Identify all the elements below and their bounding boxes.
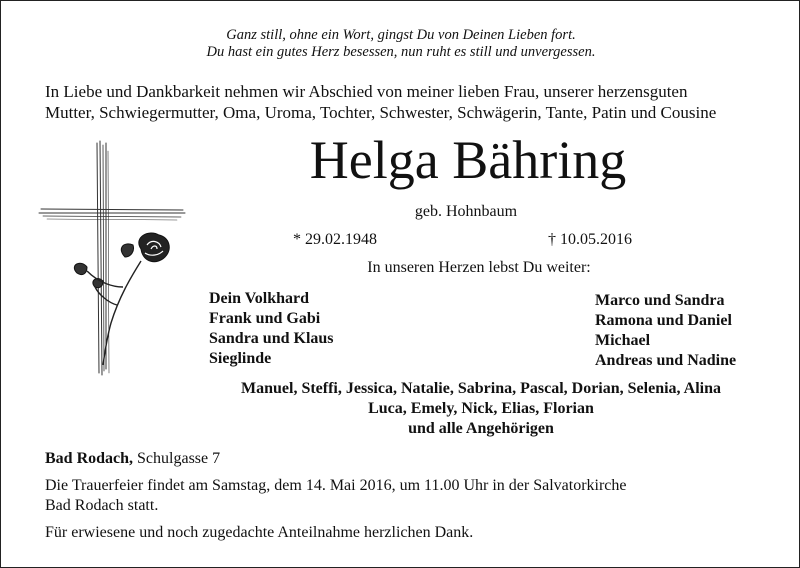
deceased-name: Helga Bähring (309, 130, 627, 190)
family-list-left (209, 289, 334, 369)
family-member: Sandra und Klaus (209, 330, 334, 347)
family-list-right (595, 291, 736, 371)
maiden-name: geb. Hohnbaum (414, 203, 518, 220)
family-member: Frank und Gabi (209, 310, 321, 327)
thanks-line: Für erwiesene und noch zugedachte Anteilnahme herzlichen Dank. (45, 524, 474, 541)
family-member: Dein Volkhard (209, 290, 310, 307)
address-street: Schulgasse 7 (137, 450, 221, 467)
poem-line-1: Ganz still, ohne ein Wort, gingst Du von Deinen Lieben fort. (226, 27, 576, 43)
cross-with-rose-icon (37, 137, 187, 377)
family-member: Michael (595, 332, 651, 349)
family-member: Marco und Sandra (595, 292, 725, 309)
service-line-1: Die Trauerfeier findet am Samstag, dem 14. Mai 2016, um 11.00 Uhr in der Salvatorkirche (45, 477, 627, 494)
service-line-2: Bad Rodach statt. (45, 497, 159, 514)
family-member: Andreas und Nadine (595, 352, 737, 369)
death-date: † 10.05.2016 (548, 231, 632, 248)
family-member: Sieglinde (209, 350, 272, 367)
address-town: Bad Rodach, (45, 450, 134, 467)
relatives-line: und alle Angehörigen (408, 420, 554, 437)
intro-line-2: Mutter, Schwiegermutter, Oma, Uroma, Tochter, Schwester, Schwägerin, Tante, Patin und Cousine (45, 103, 717, 122)
intro-line-1: In Liebe und Dankbarkeit nehmen wir Abschied von meiner lieben Frau, unserer herzensguten (45, 82, 688, 101)
poem-line-2: Du hast ein gutes Herz besessen, nun ruht es still und unvergessen. (206, 44, 596, 60)
grandchildren-line-1: Manuel, Steffi, Jessica, Natalie, Sabrina, Pascal, Dorian, Selenia, Alina (241, 380, 721, 397)
birth-date: * 29.02.1948 (293, 231, 377, 248)
family-member: Ramona und Daniel (595, 312, 732, 329)
address (45, 449, 220, 469)
heart-line: In unseren Herzen lebst Du weiter: (367, 259, 591, 276)
grandchildren-line-2: Luca, Emely, Nick, Elias, Florian (368, 400, 594, 417)
